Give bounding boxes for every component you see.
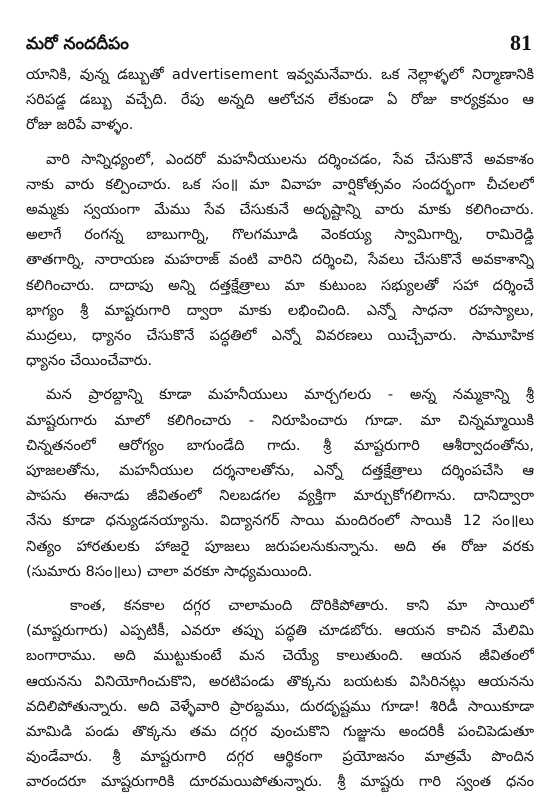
page-header (26, 30, 534, 60)
text-line: మాష్టరుగారు మాలో కలిగించారు - నిరూపించారు గూడా. మా చిన్నమ్మాయికి (26, 411, 534, 429)
text-line: తాతగార్ని, నారాయణ మహరాజ్ వంటి వారిని దర్శించి, సేవలు చేసుకొనే అవకాశాన్ని (26, 251, 534, 269)
body-text (26, 62, 534, 795)
text-line: వారి సాన్నిధ్యంలో, ఎందరో మహనీయులను దర్శించడం, సేవ చేసుకొనే అవకాశం (46, 150, 534, 168)
text-line: వారందరూ మాష్టరుగారికి దూరమయిపోతున్నారు. శ్రీ మాష్టరు గారి స్వంత ధనం (26, 773, 534, 791)
text-line: బంగారాము. అది ముట్టుకుంటే మన చెయ్యే కాలుతుంది. ఆయన జీవితంలో (26, 647, 534, 665)
text-line: నిత్యం హారతులకు హాజరై పూజలు జరుపలనుకున్నాను. అది ఈ రోజు వరకు (26, 537, 534, 555)
text-line: ధ్యానం చేయించేవారు. (26, 352, 153, 370)
text-line: అలాగే రంగన్న బాబుగార్ని, గొలగమూడి వెంకయ్య స్వామిగార్ని, రామిరెడ్డి (26, 226, 534, 244)
paragraph-3 (26, 382, 534, 584)
text-line: వుండేవారు. శ్రీ మాష్టరుగారి దగ్గర ఆర్థికంగా ప్రయోజనం మాత్రమే పొందిన (26, 748, 534, 766)
paragraph-4 (26, 593, 534, 795)
text-line: ఆయనను వినియోగించుకొని, అరటిపండు తొక్కను బయటకు విసిరినట్లు ఆయనను (26, 672, 534, 690)
text-line: యానికి, వున్న డబ్బుతో advertisement ఇవ్వమనేవారు. ఒక నెల్లాళ్ళలో నిర్మాణానికి (26, 66, 534, 83)
text-line: అమ్మకు స్వయంగా మేము సేవ చేసుకునే అదృష్టాన్ని వారు మాకు కలిగించారు. (26, 201, 534, 219)
paragraph-2 (26, 147, 534, 374)
text-line: కాంత, కనకాల దగ్గర చాలామంది దొరికిపోతారు. కాని మా సాయిలో (70, 597, 534, 615)
text-line: నేను కూడా ధన్యుడనయ్యాను. విద్యానగర్ సాయి మందిరంలో సాయికి 12 సం॥లు (26, 512, 534, 530)
text-line: చిన్నతనంలో ఆరోగ్యం బాగుండేది గాదు. శ్రీ మాష్టరుగారి ఆశీర్వాదంతోను, (26, 436, 534, 454)
running-title: మరో నందదీపం (26, 34, 129, 54)
text-line: కలిగించారు. దాదాపు అన్ని దత్తక్షేత్రాలు మా కుటుంబ సభ్యులతో సహా దర్శించే (26, 276, 534, 294)
text-line: నాకు వారు కల్పించారు. ఒక సం॥ మా వివాహ వార్షికోత్సవం సందర్భంగా చీచలలో (26, 175, 534, 193)
text-line: భాగ్యం శ్రీ మాష్టరుగారి ద్వారా మాకు లభించింది. ఎన్నో సాధనా రహస్యాలు, (26, 301, 534, 319)
text-line: మామిడి పండు తొక్కను తమ దగ్గర వుంచుకొని గుజ్జును అందరికీ పంచిపెడుతూ (26, 723, 534, 741)
text-line: మన ప్రారబ్దాన్ని కూడా మహనీయులు మార్చగలరు - అన్న నమ్మకాన్ని శ్రీ (46, 386, 534, 404)
text-line: పాపను ఈనాడు జీవితంలో నిలబడగల వ్యక్తిగా మార్చుకోగలిగాను. దానిద్వారా (26, 487, 534, 505)
text-line: రోజు జరిపే వాళ్ళం. (26, 116, 134, 134)
text-line: వదిలిపోతున్నారు. అది వెళ్ళేవారి ప్రారబ్దము, దురదృష్టము గూడా! శిరిడీ సాయికూడా (26, 697, 534, 715)
paragraph-1 (26, 62, 534, 138)
text-line: (సుమారు 8సం॥లు) చాలా వరకూ సాధ్యమయింది. (26, 562, 313, 580)
text-line: ముద్రలు, ధ్యానం చేసుకొనే పద్ధతిలో ఎన్నో వివరణలు యిచ్చేవారు. సామూహిక (26, 327, 534, 345)
page-number: 81 (510, 30, 532, 55)
text-line: (మాష్టరుగారు) ఎప్పటికీ, ఎవరూ తప్పు పద్ధతి చూడబోరు. ఆయన కాచిన మేలిమి (26, 622, 534, 640)
text-line: సరిపడ్డ డబ్బు వచ్చేది. రేపు అన్నది ఆలోచన లేకుండా ఏ రోజు కార్యక్రమం ఆ (26, 91, 534, 109)
text-line: పూజలతోను, మహనీయుల దర్శనాలతోను, ఎన్నో దత్తక్షేత్రాలు దర్శింపచేసి ఆ (26, 462, 534, 480)
